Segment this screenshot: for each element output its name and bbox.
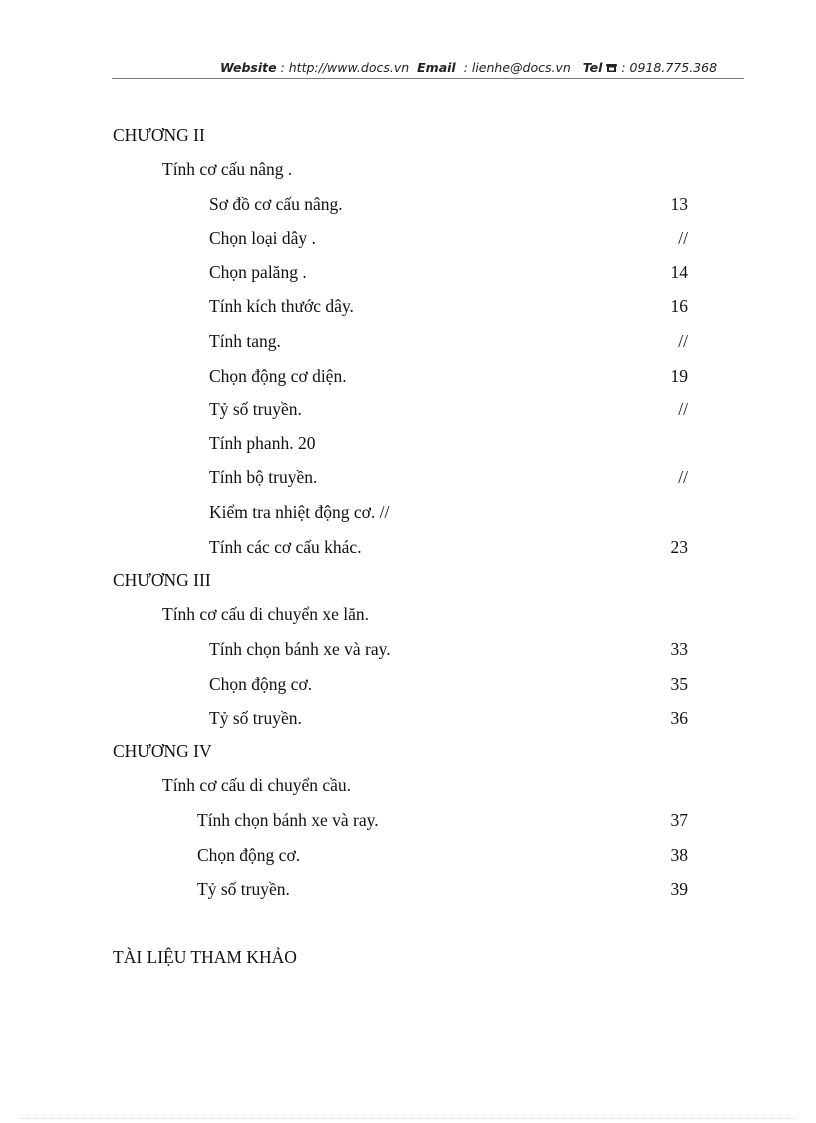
page-bottom-border: [20, 1118, 796, 1119]
toc-item-label: Tỷ số truyền.: [197, 879, 290, 899]
tel-value: : 0918.775.368: [621, 60, 718, 75]
toc-item-page: //: [678, 467, 688, 487]
toc-item-page: 37: [670, 810, 688, 830]
toc-item-page: 13: [670, 194, 688, 214]
email-label: Email: [417, 60, 456, 75]
toc-item-label: Tính bộ truyền.: [209, 467, 318, 487]
references-heading: TÀI LIỆU THAM KHẢO: [113, 947, 297, 967]
chapter-4-title: CHƯƠNG IV: [113, 741, 212, 761]
toc-item-label: Chọn động cơ diện.: [209, 366, 347, 386]
toc-item-label: Sơ đồ cơ cấu nâng.: [209, 194, 343, 214]
toc-item-page: //: [678, 331, 688, 351]
toc-item-page: 14: [670, 262, 688, 282]
toc-item-page: 36: [670, 708, 688, 728]
toc-item-label: Tính chọn bánh xe và ray.: [209, 639, 391, 659]
toc-item-page: 39: [670, 879, 688, 899]
toc-item-label: Tính phanh. 20: [209, 433, 316, 453]
toc-item-label: Tính các cơ cấu khác.: [209, 537, 362, 557]
toc-item-label: Kiểm tra nhiệt động cơ. //: [209, 502, 390, 522]
page-header: [112, 58, 744, 78]
toc-item-page: 23: [670, 537, 688, 557]
toc-item-label: Tính tang.: [209, 331, 281, 351]
toc-item-page: 35: [670, 674, 688, 694]
toc-item-page: 33: [670, 639, 688, 659]
toc-item-page: //: [678, 228, 688, 248]
tel-label: Tel: [582, 60, 603, 75]
website-label: Website: [220, 60, 277, 75]
chapter-4-subtitle: Tính cơ cấu di chuyển cầu.: [162, 775, 352, 795]
header-divider: [112, 78, 744, 79]
email-value: : lienhe@docs.vn: [463, 60, 571, 75]
toc-item-label: Chọn động cơ.: [197, 845, 301, 865]
toc-item-label: Chọn loại dây .: [209, 228, 316, 248]
toc-item-label: Chọn palăng .: [209, 262, 307, 282]
toc-item-page: 38: [670, 845, 688, 865]
toc-item-page: 16: [670, 296, 688, 316]
chapter-3-title: CHƯƠNG III: [113, 570, 211, 590]
toc-item-page: //: [678, 399, 688, 419]
phone-icon: [606, 60, 621, 75]
toc-item-label: Tính kích thước dây.: [209, 296, 354, 316]
toc-item-label: Tỷ số truyền.: [209, 399, 302, 419]
website-value: : http://www.docs.vn: [280, 60, 410, 75]
chapter-2-title: CHƯƠNG II: [113, 125, 205, 145]
chapter-2-subtitle: Tính cơ cấu nâng .: [162, 159, 293, 179]
toc-item-label: Chọn động cơ.: [209, 674, 313, 694]
toc-item-label: Tỷ số truyền.: [209, 708, 302, 728]
toc-item-page: 19: [670, 366, 688, 386]
toc-item-label: Tính chọn bánh xe và ray.: [197, 810, 379, 830]
chapter-3-subtitle: Tính cơ cấu di chuyển xe lăn.: [162, 604, 370, 624]
